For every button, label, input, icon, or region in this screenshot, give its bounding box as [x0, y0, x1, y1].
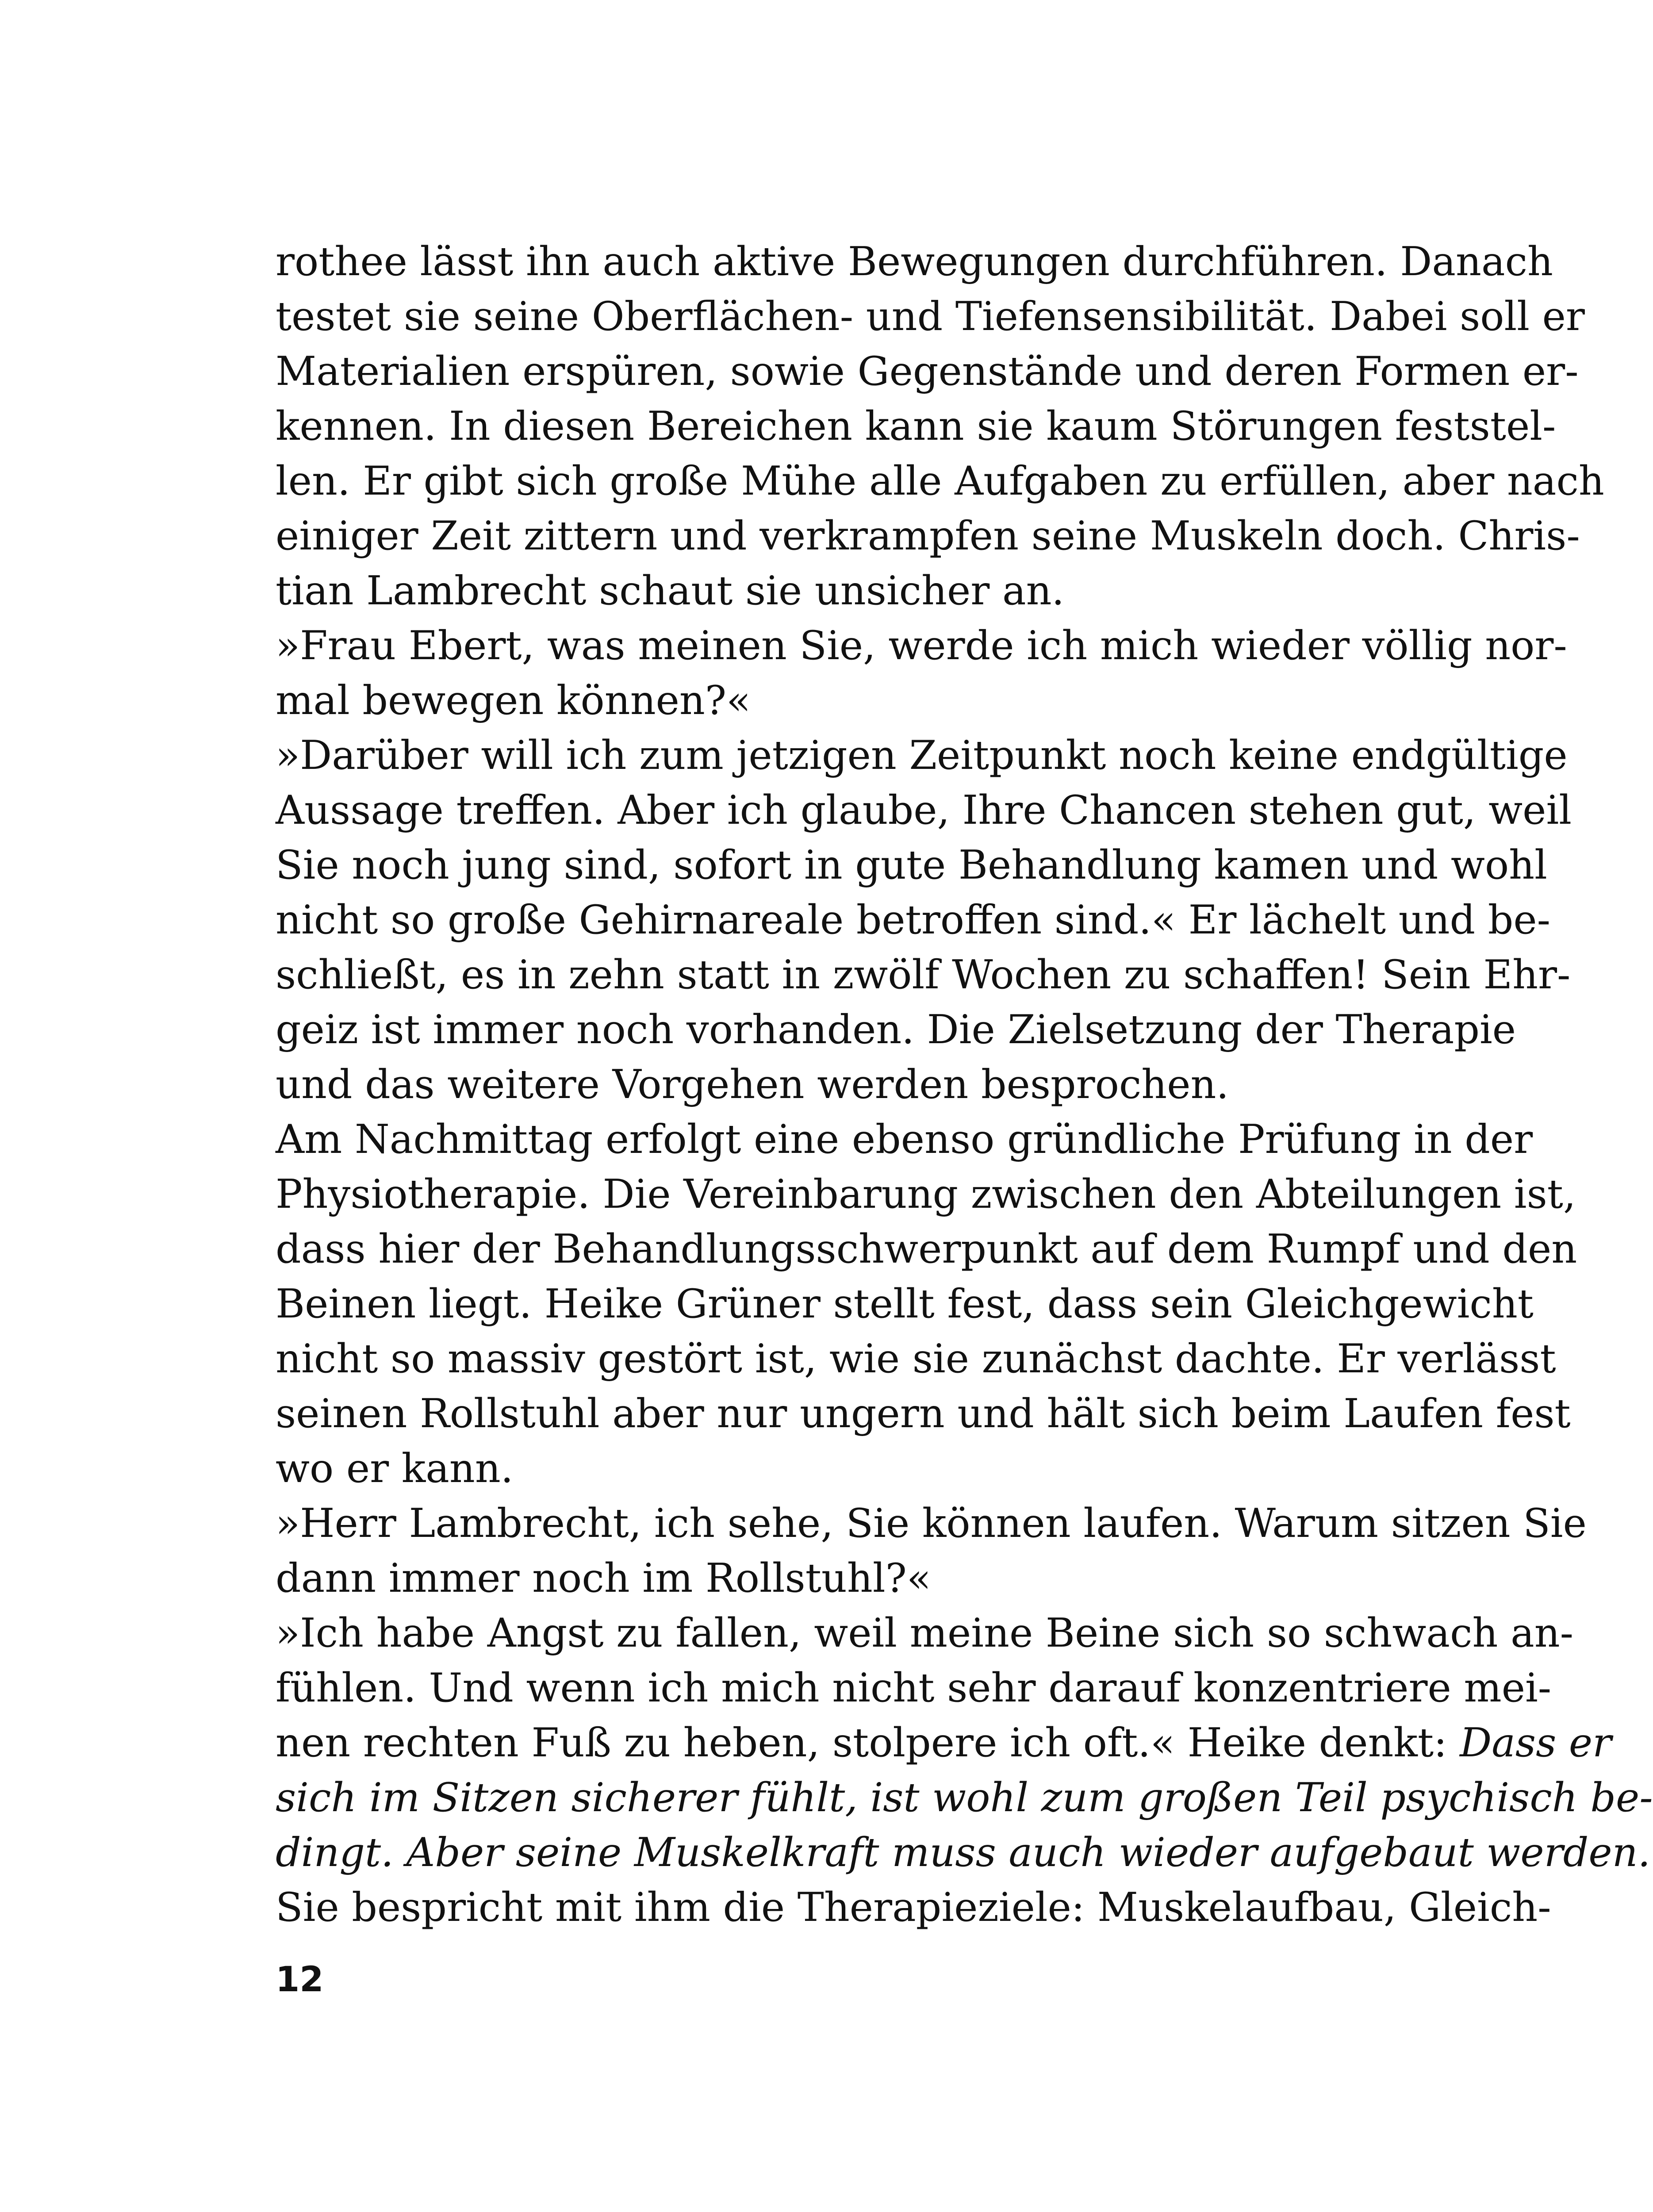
text-line — [276, 234, 1553, 289]
text-line — [276, 1167, 1576, 1222]
text-line-roman: dann immer noch im Rollstuhl?« — [276, 1555, 931, 1601]
text-line-roman: kennen. In diesen Bereichen kann sie kaum Störungen feststel- — [276, 403, 1556, 449]
text-line — [276, 1716, 1612, 1770]
text-line-roman: »Ich habe Angst zu fallen, weil meine Beine sich so schwach an- — [276, 1610, 1574, 1656]
text-line-roman: einiger Zeit zittern und verkrampfen seine Muskeln doch. Chris- — [276, 513, 1580, 559]
text-line-italic: sich im Sitzen sicherer fühlt, ist wohl zum großen Teil psychisch be- — [276, 1774, 1653, 1821]
text-line — [276, 1441, 1395, 1496]
text-line-roman: dass hier der Behandlungsschwerpunkt auf dem Rumpf und den — [276, 1226, 1577, 1272]
text-line — [276, 1606, 1574, 1661]
text-line — [276, 1496, 1587, 1551]
text-line-italic: Dass er — [1460, 1720, 1612, 1766]
text-line — [276, 673, 1395, 728]
text-line — [276, 399, 1556, 454]
text-line-roman: Sie bespricht mit ihm die Therapieziele: Muskelaufbau, Gleich- — [276, 1884, 1551, 1931]
text-line-roman: Am Nachmittag erfolgt eine ebenso gründliche Prüfung in der — [276, 1116, 1533, 1163]
text-line-roman: rothee lässt ihn auch aktive Bewegungen durchführen. Danach — [276, 238, 1553, 285]
text-line — [276, 1386, 1571, 1441]
text-line-roman: »Herr Lambrecht, ich sehe, Sie können laufen. Warum sitzen Sie — [276, 1500, 1587, 1547]
text-line — [276, 1661, 1552, 1716]
text-line — [276, 1222, 1577, 1277]
text-line-roman: nicht so große Gehirnareale betroffen sind.« Er lächelt und be- — [276, 897, 1551, 943]
text-line — [276, 1880, 1551, 1935]
text-line — [276, 289, 1585, 344]
text-line — [276, 509, 1580, 564]
text-line-roman: Physiotherapie. Die Vereinbarung zwischen den Abteilungen ist, — [276, 1171, 1576, 1217]
body-text — [276, 234, 1653, 1935]
text-line-roman: wo er kann. — [276, 1445, 514, 1492]
text-line-italic: dingt. Aber seine Muskelkraft muss auch wieder aufgebaut werden. — [276, 1829, 1651, 1876]
text-line — [276, 618, 1567, 673]
page-number: 12 — [276, 1960, 324, 2000]
text-line — [276, 564, 1395, 618]
text-line-roman: fühlen. Und wenn ich mich nicht sehr darauf konzentriere mei- — [276, 1665, 1552, 1711]
text-line — [276, 1332, 1556, 1386]
text-line-roman: nen rechten Fuß zu heben, stolpere ich oft.« Heike denkt: — [276, 1720, 1460, 1766]
text-line-roman: Beinen liegt. Heike Grüner stellt fest, dass sein Gleichgewicht — [276, 1281, 1534, 1327]
text-line-roman: Materialien erspüren, sowie Gegenstände und deren Formen er- — [276, 348, 1579, 395]
text-line-roman: nicht so massiv gestört ist, wie sie zunächst dachte. Er verlässt — [276, 1336, 1556, 1382]
text-line — [276, 783, 1572, 838]
text-line — [276, 838, 1547, 893]
text-line-roman: len. Er gibt sich große Mühe alle Aufgaben zu erfüllen, aber nach — [276, 458, 1604, 504]
text-line — [276, 1277, 1534, 1332]
text-line-roman: testet sie seine Oberflächen- und Tiefensensibilität. Dabei soll er — [276, 293, 1585, 340]
text-line-roman: mal bewegen können?« — [276, 677, 751, 724]
text-line-roman: seinen Rollstuhl aber nur ungern und hält sich beim Laufen fest — [276, 1390, 1571, 1437]
text-line-roman: und das weitere Vorgehen werden besprochen. — [276, 1061, 1229, 1108]
text-line — [276, 1770, 1653, 1825]
text-line — [276, 728, 1568, 783]
text-line — [276, 1825, 1651, 1880]
text-line — [276, 1057, 1395, 1112]
text-line-roman: schließt, es in zehn statt in zwölf Wochen zu schaffen! Sein Ehr- — [276, 952, 1571, 998]
text-line-roman: »Frau Ebert, was meinen Sie, werde ich mich wieder völlig nor- — [276, 622, 1567, 669]
text-line-roman: »Darüber will ich zum jetzigen Zeitpunkt noch keine endgültige — [276, 732, 1568, 779]
text-line — [276, 1112, 1533, 1167]
text-line-roman: Aussage treffen. Aber ich glaube, Ihre Chancen stehen gut, weil — [276, 787, 1572, 833]
text-line — [276, 344, 1579, 399]
text-line — [276, 454, 1604, 509]
text-line-roman: geiz ist immer noch vorhanden. Die Zielsetzung der Therapie — [276, 1006, 1516, 1053]
text-line-roman: tian Lambrecht schaut sie unsicher an. — [276, 568, 1065, 614]
text-line — [276, 1002, 1516, 1057]
text-line — [276, 893, 1551, 948]
text-line — [276, 1551, 1395, 1606]
text-line-roman: Sie noch jung sind, sofort in gute Behandlung kamen und wohl — [276, 842, 1547, 888]
text-line — [276, 948, 1571, 1002]
